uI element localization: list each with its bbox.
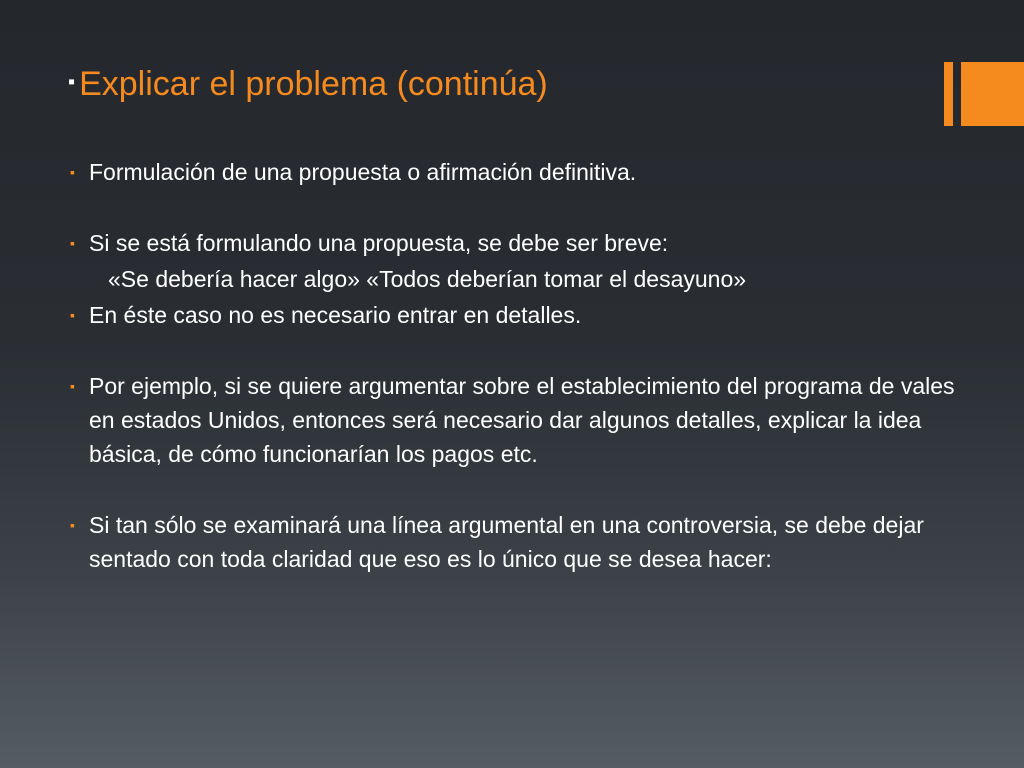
- bullet-square-icon: ▪: [70, 235, 75, 251]
- bullet-square-icon: ▪: [70, 164, 75, 180]
- bullet-text: Formulación de una propuesta o afirmación definitiva.: [89, 159, 637, 185]
- title-bullet-icon: ▪: [68, 71, 76, 93]
- title-row: [68, 64, 548, 104]
- bullet-item-4: [70, 369, 970, 471]
- bullet-text: Si se está formulando una propuesta, se debe ser breve:: [89, 230, 669, 256]
- bullet-text: Por ejemplo, si se quiere argumentar sobre el establecimiento del programa de vales en estados Unidos, entonces será necesario dar algunos detalles, explicar la idea básica, de cómo funcionarían los pagos etc.: [89, 373, 955, 467]
- bullet-text: En éste caso no es necesario entrar en detalles.: [89, 302, 582, 328]
- accent-bar-thick: [961, 62, 1024, 126]
- bullet-item-2: [70, 226, 970, 260]
- bullet-square-icon: ▪: [70, 517, 75, 533]
- accent-bars-decoration: [944, 62, 1024, 126]
- bullet-subline-examples: «Se debería hacer algo» «Todos deberían tomar el desayuno»: [108, 266, 747, 292]
- bullet-item-5: [70, 508, 970, 576]
- bullet-text: Si tan sólo se examinará una línea argumental en una controversia, se debe dejar sentado con toda claridad que eso es lo único que se desea hacer:: [89, 512, 924, 572]
- bullet-item-1: [70, 155, 970, 189]
- bullet-square-icon: ▪: [70, 307, 75, 323]
- bullet-square-icon: ▪: [70, 378, 75, 394]
- accent-bar-thin: [944, 62, 953, 126]
- bullet-item-3: [70, 298, 970, 332]
- slide-content: [70, 155, 970, 576]
- slide-title: Explicar el problema (continúa): [79, 65, 548, 103]
